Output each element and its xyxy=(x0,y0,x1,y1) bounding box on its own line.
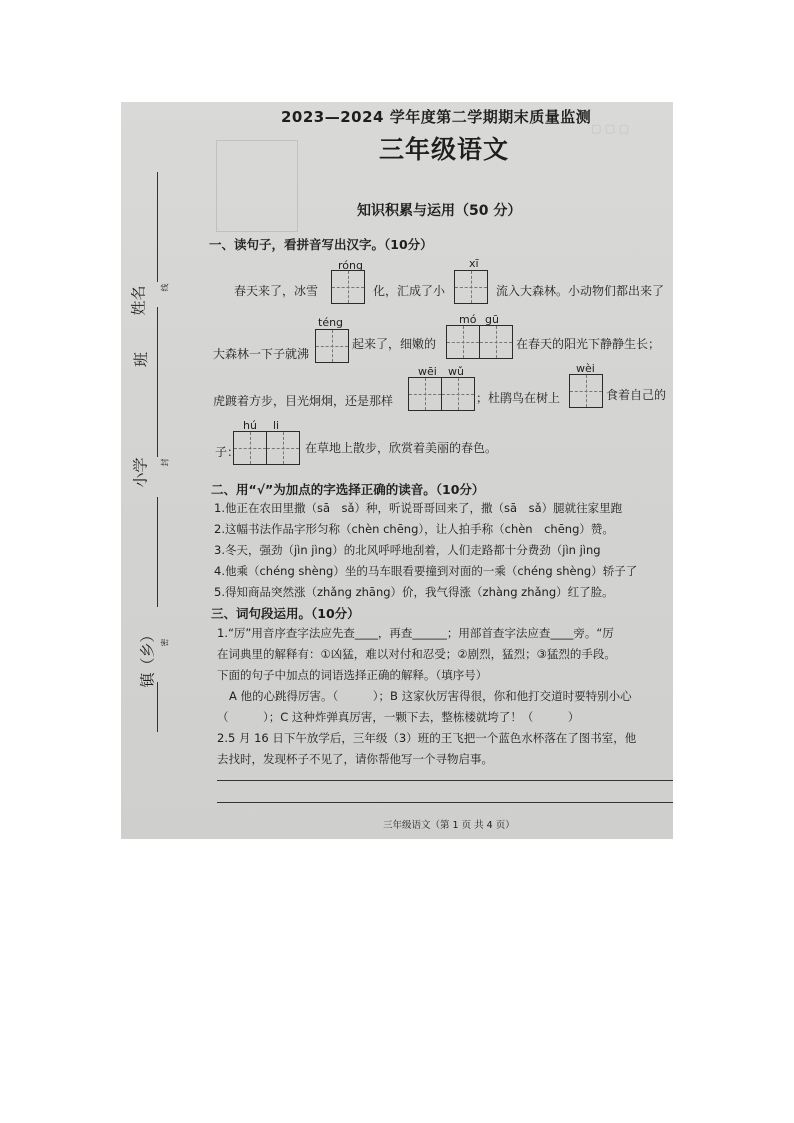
pinyin-hu: hú xyxy=(243,419,257,432)
q3-para-6: 2.5 月 16 日下午放学后，三年级（3）班的王飞把一个蓝色水杯落在了图书室，他 xyxy=(217,731,637,745)
bleed-through-box xyxy=(216,140,298,232)
q1-line1-mid: 化，汇成了小 xyxy=(373,284,446,298)
q1-line1-text: 春天来了，冰雪 xyxy=(234,284,319,298)
q3-para-5: （ ）；C 这种炸弹真厉害，一颗下去，整栋楼就垮了！（ ） xyxy=(217,710,580,724)
q3-para-7: 去找时，发现杯子不见了，请你帮他写一个寻物启事。 xyxy=(217,752,493,766)
q2-item-1: 1.他正在农田里撒（sā sǎ）种，听说哥哥回来了，撒（sā sǎ）腿就往家里跑 xyxy=(214,501,623,515)
school-blank-line xyxy=(157,377,158,457)
school-label: 小学 xyxy=(131,457,150,488)
name-blank-line xyxy=(157,172,158,282)
answer-grid-xi[interactable] xyxy=(454,270,488,304)
answer-grid-rong[interactable] xyxy=(331,270,365,304)
answer-grid-mogu[interactable] xyxy=(446,325,513,359)
q1-line2-mid: 起来了，细嫩的 xyxy=(352,337,437,351)
answer-grid-teng[interactable] xyxy=(315,329,349,363)
writing-line-2[interactable] xyxy=(217,802,673,803)
town-blank-line-2 xyxy=(157,682,158,732)
q3-title: 三、词句段运用。（10分） xyxy=(211,606,360,621)
q3-para-4: A 他的心跳得厉害。（ ）；B 这家伙厉害得很，你和他打交道时要特别小心 xyxy=(229,689,632,703)
town-blank-line xyxy=(157,497,158,607)
q1-line2-text: 大森林一下子就沸 xyxy=(213,347,310,361)
q1-line4-post: 在草地上散步，欣赏着美丽的春色。 xyxy=(305,441,498,455)
seal-feng-mark: 封 xyxy=(160,458,170,467)
pinyin-gu: gū xyxy=(485,313,499,326)
exam-title: 三年级语文 xyxy=(379,135,510,164)
q2-title: 二、用“√”为加点的字选择正确的读音。（10分） xyxy=(211,482,485,497)
name-label: 姓名 xyxy=(129,285,148,316)
q1-line3-mid: ；杜鹃鸟在树上 xyxy=(476,391,561,405)
seal-line-mark: 线 xyxy=(160,283,170,292)
class-label: 班 xyxy=(132,351,151,368)
q1-line2-post: 在春天的阳光下静静生长； xyxy=(516,337,661,351)
q1-line4-text: 子： xyxy=(215,445,240,459)
q2-item-3: 3.冬天，强劲（jìn jìng）的北风呼呼地刮着，人们走路都十分费劲（jìn jìng xyxy=(214,543,601,557)
q1-line3-post: 食着自己的 xyxy=(606,388,667,402)
pinyin-rong: róng xyxy=(338,259,363,272)
pinyin-li: li xyxy=(273,419,280,432)
pinyin-wei: wēi xyxy=(418,365,437,378)
page-footer: 三年级语文（第 1 页 共 4 页） xyxy=(383,820,515,831)
answer-grid-weiwu[interactable] xyxy=(408,377,475,411)
q1-line3-text: 虎踱着方步，目光炯炯，还是那样 xyxy=(213,394,394,408)
q3-para-1: 1.“厉”用音序查字法应先查____，再查______；用部首查字法应查____旁。“厉 xyxy=(217,626,614,640)
answer-grid-huli[interactable] xyxy=(233,431,300,465)
q1-line1-post: 流入大森林。小动物们都出来了 xyxy=(496,284,665,298)
pinyin-mo: mó xyxy=(459,313,477,326)
answer-grid-wei[interactable] xyxy=(569,374,603,408)
bleed-through-text: ▢ ▢ ▢ xyxy=(591,122,630,135)
class-blank-line xyxy=(157,307,158,387)
pinyin-wu: wǔ xyxy=(448,365,464,378)
seal-mi-mark: 密 xyxy=(160,638,170,647)
q1-title: 一、读句子，看拼音写出汉字。（10分） xyxy=(209,237,433,252)
pinyin-xi: xī xyxy=(469,257,479,270)
writing-line-1[interactable] xyxy=(217,780,673,781)
section-title: 知识积累与运用（50 分） xyxy=(357,203,522,219)
q3-para-3: 下面的句子中加点的词语选择正确的解释。（填序号） xyxy=(217,668,488,682)
exam-header: 2023—2024 学年度第二学期期末质量监测 xyxy=(281,108,592,126)
pinyin-teng: téng xyxy=(318,316,344,329)
q3-para-2: 在词典里的解释有：①凶猛，难以对付和忍受；②剧烈，猛烈；③猛烈的手段。 xyxy=(217,647,616,661)
q2-item-2: 2.这幅书法作品字形匀称（chèn chēng），让人拍手称（chèn chēng）赞。 xyxy=(214,522,614,536)
q2-item-5: 5.得知商品突然涨（zhǎng zhāng）价，我气得涨（zhàng zhǎng）红了脸。 xyxy=(214,585,614,599)
town-label: 镇（乡） xyxy=(138,627,157,688)
exam-photo xyxy=(121,102,673,839)
pinyin-wei2: wèi xyxy=(576,362,595,375)
q2-item-4: 4.他乘（chéng shèng）坐的马车眼看要撞到对面的一乘（chéng shèng）轿子了 xyxy=(214,564,638,578)
